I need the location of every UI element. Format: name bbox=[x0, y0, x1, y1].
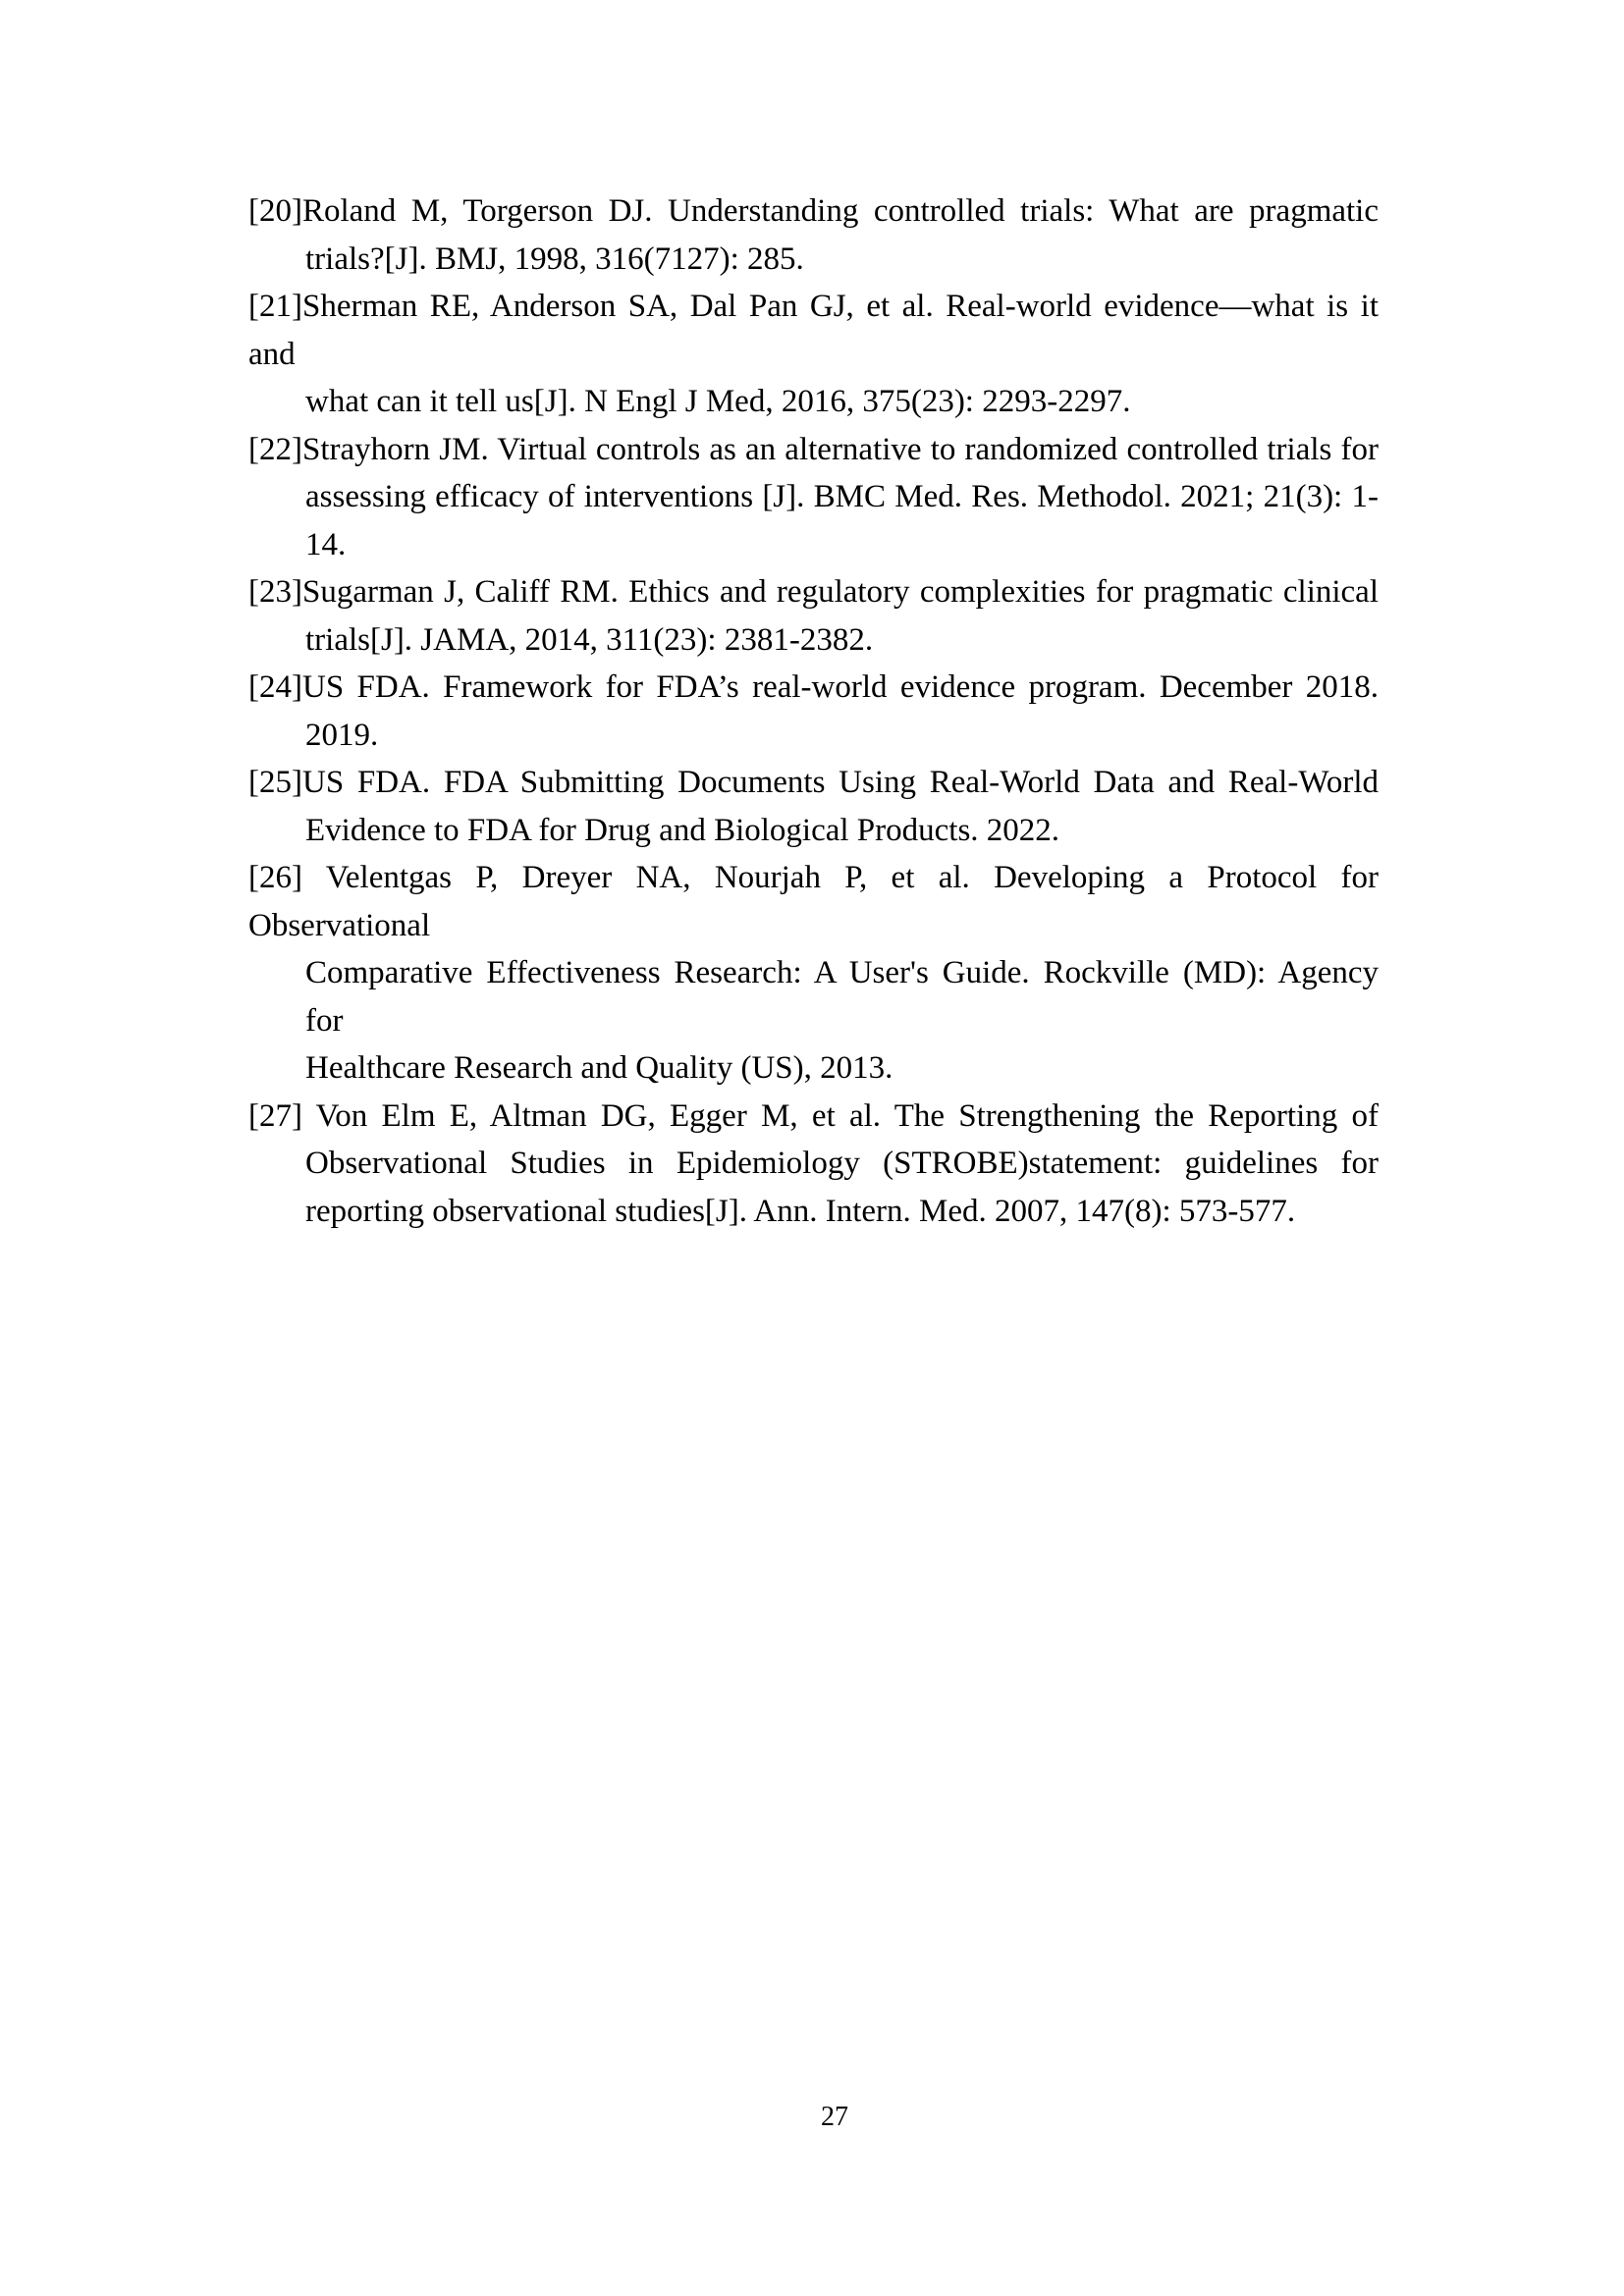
reference-line-text: Sugarman J, Califf RM. Ethics and regulatory complexities for pragmatic clinical bbox=[301, 574, 1379, 610]
reference-number-label: [23] bbox=[248, 574, 302, 610]
reference-line: what can it tell us[J]. N Engl J Med, 2016, 375(23): 2293-2297. bbox=[305, 384, 1131, 419]
references-list bbox=[248, 187, 1379, 1235]
reference-number-label: [25] bbox=[248, 765, 302, 800]
reference-line bbox=[248, 759, 1379, 807]
reference-line bbox=[248, 283, 1379, 378]
reference-entry bbox=[248, 283, 1379, 426]
reference-line: assessing efficacy of interventions [J]. BMC Med. Res. Methodol. 2021; 21(3): 1- bbox=[305, 479, 1379, 514]
reference-entry bbox=[248, 568, 1379, 664]
reference-line: Comparative Effectiveness Research: A User's Guide. Rockville (MD): Agency for bbox=[305, 955, 1379, 1039]
reference-line-text: Roland M, Torgerson DJ. Understanding controlled trials: What are pragmatic bbox=[301, 193, 1379, 229]
reference-entry bbox=[248, 664, 1379, 759]
reference-line bbox=[248, 1093, 1379, 1141]
reference-entry bbox=[248, 854, 1379, 1093]
reference-line bbox=[248, 664, 1379, 712]
reference-line-text: Strayhorn JM. Virtual controls as an alternative to randomized controlled trials for bbox=[301, 431, 1379, 467]
reference-line: Evidence to FDA for Drug and Biological Products. 2022. bbox=[305, 812, 1060, 848]
page-number: 27 bbox=[821, 2102, 848, 2132]
reference-line bbox=[248, 187, 1379, 236]
reference-line-text: Sherman RE, Anderson SA, Dal Pan GJ, et al. Real-world evidence—what is it and bbox=[248, 289, 1379, 372]
reference-number-label: [27] bbox=[248, 1097, 302, 1134]
reference-line-text: Von Elm E, Altman DG, Egger M, et al. The Strengthening the Reporting of bbox=[315, 1097, 1379, 1134]
reference-line bbox=[248, 426, 1379, 474]
reference-line: Observational Studies in Epidemiology (STROBE)statement: guidelines for bbox=[305, 1146, 1379, 1181]
reference-line: reporting observational studies[J]. Ann. Intern. Med. 2007, 147(8): 573-577. bbox=[305, 1193, 1296, 1229]
reference-line-text: US FDA. Framework for FDA’s real-world evidence program. December 2018. bbox=[301, 669, 1379, 705]
reference-entry bbox=[248, 426, 1379, 569]
reference-line: 14. bbox=[305, 526, 347, 562]
reference-line bbox=[248, 854, 1379, 949]
reference-entry bbox=[248, 1093, 1379, 1236]
reference-line: 2019. bbox=[305, 717, 379, 753]
reference-number-label: [20] bbox=[248, 193, 302, 229]
reference-number-label: [21] bbox=[248, 289, 302, 324]
reference-line: trials?[J]. BMJ, 1998, 316(7127): 285. bbox=[305, 240, 804, 277]
reference-line bbox=[248, 568, 1379, 616]
reference-number-label: [26] bbox=[248, 860, 302, 895]
reference-line-text: Velentgas P, Dreyer NA, Nourjah P, et al. Developing a Protocol for Observational bbox=[248, 860, 1380, 943]
reference-entry bbox=[248, 187, 1379, 283]
reference-line: trials[J]. JAMA, 2014, 311(23): 2381-2382. bbox=[305, 621, 874, 658]
reference-line-text: US FDA. FDA Submitting Documents Using Real-World Data and Real-World bbox=[301, 765, 1379, 800]
reference-number-label: [22] bbox=[248, 431, 302, 467]
reference-entry bbox=[248, 759, 1379, 854]
reference-line: Healthcare Research and Quality (US), 2013. bbox=[305, 1050, 893, 1086]
reference-number-label: [24] bbox=[248, 669, 302, 705]
